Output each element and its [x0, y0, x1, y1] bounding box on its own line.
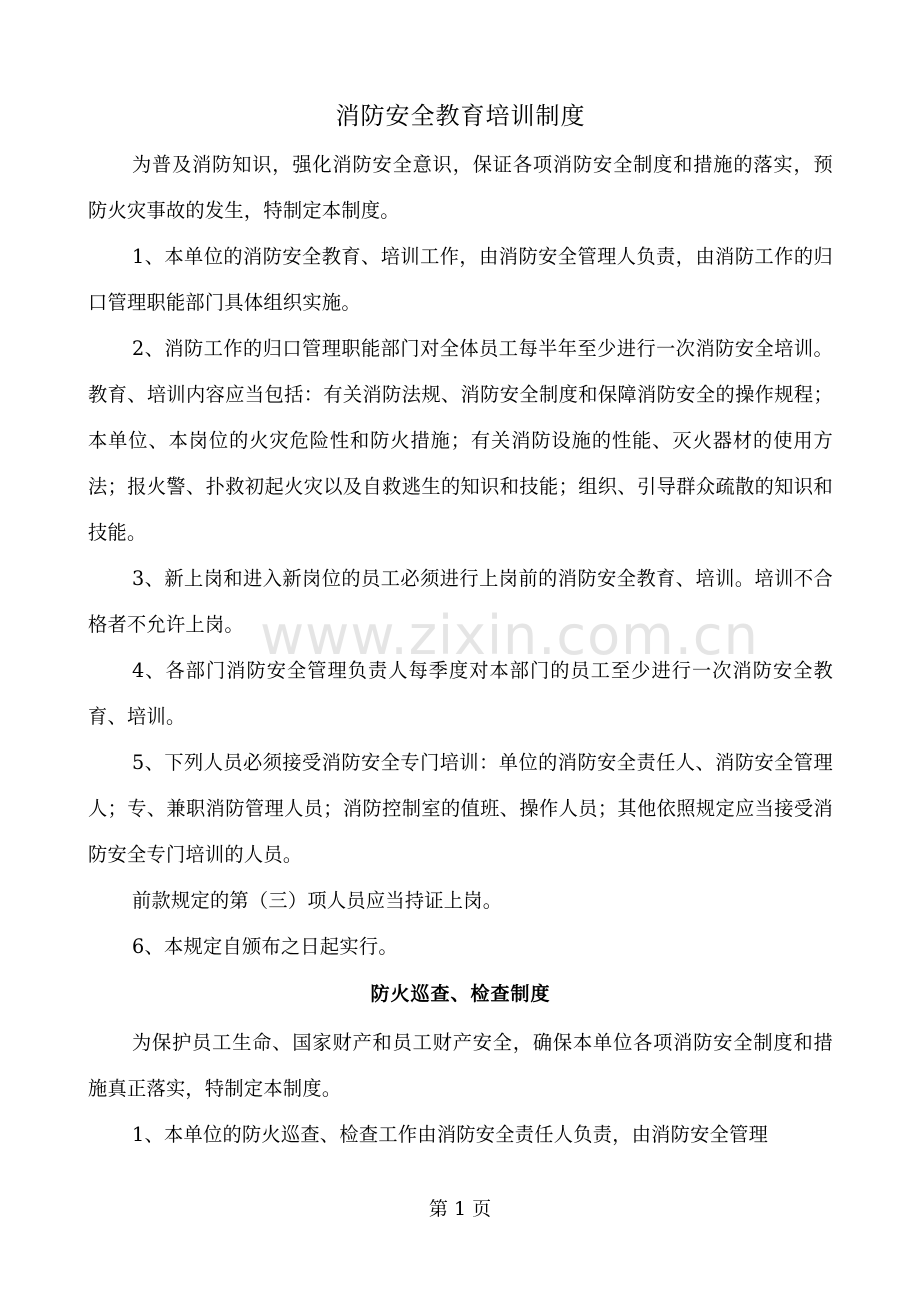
section-2-clause-1-paragraph: 1、本单位的防火巡查、检查工作由消防安全责任人负责，由消防安全管理 — [132, 1123, 769, 1146]
watermark: www.zixin.com.cn — [260, 604, 759, 667]
page-number-footer: 第 1 页 — [428, 1198, 492, 1220]
clause-1-paragraph: 1、本单位的消防安全教育、培训工作，由消防安全管理人负责，由消防工作的归口管理职能部门具体组织实施。 — [88, 245, 833, 314]
document-title: 消防安全教育培训制度 — [335, 102, 586, 130]
clause-5-paragraph: 5、下列人员必须接受消防安全专门培训：单位的消防安全责任人、消防安全管理人；专、兼职消防管理人员；消防控制室的值班、操作人员；其他依照规定应当接受消防安全专门培训的人员。 — [88, 751, 833, 866]
clause-4-paragraph: 4、各部门消防安全管理负责人每季度对本部门的员工至少进行一次消防安全教育、培训。 — [88, 659, 833, 728]
clause-2-paragraph: 2、消防工作的归口管理职能部门对全体员工每半年至少进行一次消防安全培训。教育、培训内容应当包括：有关消防法规、消防安全制度和保障消防安全的操作规程；本单位、本岗位的火灾危险性和防火措施；有关消防设施的性能、灭火器材的使用方法；报火警、扑救初起火灾以及自救逃生的知识和技能；组织、引导群众疏散的知识和技能。 — [88, 337, 833, 544]
intro-paragraph: 为普及消防知识，强化消防安全意识，保证各项消防安全制度和措施的落实，预防火灾事故的发生，特制定本制度。 — [88, 153, 833, 222]
document-body — [88, 96, 833, 1158]
clause-5-note-paragraph: 前款规定的第（三）项人员应当持证上岗。 — [132, 889, 503, 912]
clause-3-paragraph: 3、新上岗和进入新岗位的员工必须进行上岗前的消防安全教育、培训。培训不合格者不允许上岗。 — [88, 567, 833, 636]
section-2-intro-paragraph: 为保护员工生命、国家财产和员工财产安全，确保本单位各项消防安全制度和措施真正落实，特制定本制度。 — [88, 1031, 833, 1100]
clause-6-paragraph: 6、本规定自颁布之日起实行。 — [132, 935, 398, 958]
section-heading: 防火巡查、检查制度 — [370, 983, 551, 1005]
